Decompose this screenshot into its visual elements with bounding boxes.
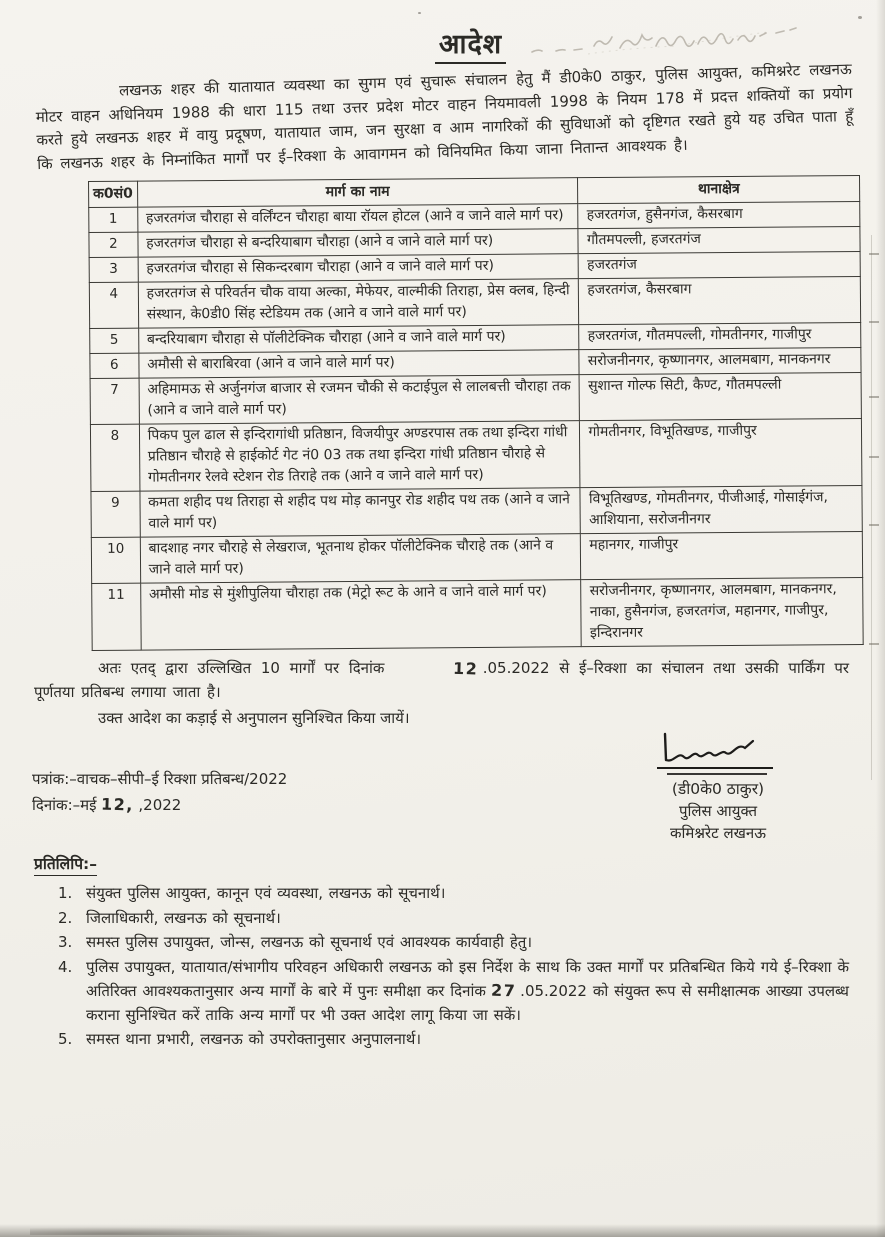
table-row bbox=[92, 578, 864, 651]
serial-cell: 6 bbox=[90, 354, 139, 379]
copy-text-before: पुलिस उपायुक्त, यातायात/संभागीय परिवहन अधिकारी लखनऊ को इस निर्देश के साथ कि उक्त मार्गों पर प्रतिबन्धित किये गये ई–रिक्शा के अतिरिक्त आवश्यकतानुसार अन्य मार्गों के बारे में पुनः समीक्षा कर दिनांक bbox=[86, 957, 849, 1001]
copy-item bbox=[58, 931, 855, 955]
order-paragraph bbox=[34, 656, 849, 704]
reference-signature-row bbox=[32, 730, 859, 844]
thana-cell: सुशान्त गोल्फ सिटी, कैण्ट, गौतमपल्ली bbox=[579, 373, 861, 421]
serial-cell: 10 bbox=[91, 538, 140, 584]
serial-cell: 9 bbox=[91, 492, 140, 538]
thana-cell: गौतमपल्ली, हजरतगंज bbox=[578, 227, 860, 254]
copy-item-number: 1. bbox=[58, 884, 73, 903]
serial-cell: 5 bbox=[90, 329, 139, 354]
date-line-suffix: ,2022 bbox=[138, 796, 182, 815]
serial-cell: 2 bbox=[89, 233, 138, 258]
serial-cell: 4 bbox=[89, 283, 138, 329]
page-title: आदेश bbox=[435, 24, 506, 64]
thana-cell: सरोजनीनगर, कृष्णानगर, आलमबाग, मानकनगर, नाका, हुसैनगंज, हजरतगंज, महानगर, गाजीपुर, इन्दिरानगर bbox=[581, 578, 863, 647]
scan-right-shadow bbox=[876, 0, 885, 1237]
pencil-scribble-mark bbox=[528, 22, 808, 64]
thana-cell: विभूतिखण्ड, गोमतीनगर, पीजीआई, गोसाईगंज, आशियाना, सरोजनीनगर bbox=[580, 486, 862, 534]
handwritten-date: 27 bbox=[490, 980, 517, 1001]
thana-cell: हजरतगंज, हुसैनगंज, कैसरबाग bbox=[578, 202, 860, 229]
copy-text-after: .05.2022 को संयुक्त रूप से समीक्षात्मक आख्या उपलब्ध कराना सुनिश्चित करें ताकि अन्य मार्गों पर भी उक्त आदेश लागू किया जा सकें। bbox=[86, 982, 849, 1024]
order-text-after: .05.2022 से ई–रिक्शा का संचालन तथा उसकी पार्किंग पर पूर्णतया प्रतिबन्ध लगाया जाता है। bbox=[34, 659, 849, 702]
table-row bbox=[90, 373, 861, 425]
thana-cell: महानगर, गाजीपुर bbox=[581, 532, 863, 580]
copy-item bbox=[58, 956, 855, 1028]
table-row bbox=[89, 277, 860, 329]
thana-cell: हजरतगंज bbox=[579, 252, 861, 279]
copy-text-before: संयुक्त पुलिस आयुक्त, कानून एवं व्यवस्था, लखनऊ को सूचनार्थ। bbox=[86, 884, 446, 903]
scan-fold-line bbox=[871, 235, 872, 780]
compliance-paragraph: उक्त आदेश का कड़ाई से अनुपालन सुनिश्चित किया जायें। bbox=[98, 709, 410, 728]
header-police-station-area: थानाक्षेत्र bbox=[578, 176, 860, 204]
copy-item-text bbox=[86, 956, 855, 1028]
signature-block bbox=[643, 730, 793, 844]
date-line-prefix: दिनांक:–मई bbox=[32, 796, 97, 815]
route-cell: बन्दरियाबाग चौराहा से पॉलीटेक्निक चौराहा (आने व जाने वाले मार्ग पर) bbox=[138, 325, 579, 353]
table-row bbox=[90, 419, 862, 492]
table-row bbox=[91, 486, 862, 538]
thana-cell: हजरतगंज, कैसरबाग bbox=[579, 277, 861, 325]
intro-paragraph: लखनऊ शहर की यातायात व्यवस्था का सुगम एवं सुचारू संचालन हेतु मैं डी0के0 ठाकुर, पुलिस आयुक्त, कमिश्नरेट लखनऊ मोटर वाहन अधिनियम 1988 की धारा 115 तथा उत्तर प्रदेश मोटर वाहन नियमावली 1998 के नियम 178 में प्रदत्त शक्तियों का प्रयोग करते हुये लखनऊ शहर में वायु प्रदूषण, यातायात जाम, जन सुरक्षा व आम नागरिकों की सुविधाओं को दृष्टिगत रखते हुये यह उचित पाता हूँ कि लखनऊ शहर के निम्नांकित मार्गों पर ई–रिक्शा के आवागमन को विनियमित किया जाना नितान्त आवश्यक है। bbox=[35, 59, 854, 173]
route-cell: हजरतगंज चौराहा से बन्दरियाबाग चौराहा (आने व जाने वाले मार्ग पर) bbox=[138, 229, 579, 257]
handwritten-date: 12 bbox=[453, 659, 480, 679]
route-cell: हजरतगंज चौराहा से सिकन्दरबाग चौराहा (आने व जाने वाले मार्ग पर) bbox=[138, 254, 579, 282]
copy-text-before: समस्त थाना प्रभारी, लखनऊ को उपरोक्तानुसार अनुपालनार्थ। bbox=[86, 1030, 422, 1049]
route-cell: अहिमामऊ से अर्जुनगंज बाजार से रजमन चौकी से कटाईपुल से लालबत्ती चौराहा तक (आने व जाने वाले मार्ग पर) bbox=[139, 375, 580, 424]
route-cell: बादशाह नगर चौराहे से लेखराज, भूतनाथ होकर पॉलीटेक्निक चौराहे तक (आने व जाने वाले मार्ग पर) bbox=[140, 534, 581, 583]
copies-section bbox=[32, 852, 859, 1052]
signatory-office: कमिश्नरेट लखनऊ bbox=[670, 824, 766, 843]
copy-item-text bbox=[86, 1028, 855, 1052]
scan-speck bbox=[418, 12, 421, 14]
serial-cell: 8 bbox=[90, 425, 139, 492]
handwritten-date: 12, bbox=[101, 794, 135, 815]
table-row bbox=[91, 532, 862, 584]
copies-heading: प्रतिलिपि:– bbox=[34, 852, 97, 876]
date-line bbox=[32, 792, 287, 818]
route-cell: हजरतगंज चौराहा से वर्लिंग्टन चौराहा बाया रॉयल होटल (आने व जाने वाले मार्ग पर) bbox=[137, 204, 578, 232]
copy-list bbox=[58, 882, 855, 1052]
copy-item-text bbox=[86, 907, 855, 931]
route-cell: पिकप पुल ढाल से इन्दिरागांधी प्रतिष्ठान, विजयीपुर अण्डरपास तक तथा इन्दिरा गांधी प्रतिष्ठान चौराहे से हाईकोर्ट गेट नं0 03 तक तथा इन्दिरा गांधी प्रतिष्ठान चौराहे से गोमतीनगर रेलवे स्टेशन रोड तिराहे तक (आने व जाने वाले मार्ग पर) bbox=[139, 421, 580, 491]
serial-cell: 11 bbox=[92, 584, 141, 651]
scan-speck bbox=[858, 16, 862, 19]
route-cell: कमता शहीद पथ तिराहा से शहीद पथ मोड़ कानपुर रोड शहीद पथ तक (आने व जाने वाले मार्ग पर) bbox=[140, 488, 581, 537]
scan-bottom-smudge bbox=[30, 1227, 290, 1235]
copy-item-text bbox=[86, 931, 855, 955]
copy-text-before: जिलाधिकारी, लखनऊ को सूचनार्थ। bbox=[86, 908, 281, 927]
copy-item-number: 2. bbox=[58, 908, 73, 927]
copy-item bbox=[58, 907, 855, 931]
serial-cell: 7 bbox=[90, 379, 139, 425]
thana-cell: सरोजनीनगर, कृष्णानगर, आलमबाग, मानकनगर bbox=[579, 348, 861, 375]
routes-table bbox=[88, 175, 864, 651]
copy-item-number: 5. bbox=[58, 1030, 73, 1049]
route-cell: हजरतगंज से परिवर्तन चौक वाया अल्का, मेफेयर, वाल्मीकी तिराहा, प्रेस क्लब, हिन्दी संस्थान, के0डी0 सिंह स्टेडियम तक (आने व जाने वाले मार्ग पर) bbox=[138, 279, 579, 328]
signature-scribble bbox=[643, 730, 793, 782]
copy-item bbox=[58, 882, 855, 906]
header-route-name: मार्ग का नाम bbox=[137, 178, 578, 207]
letter-number-line: पत्रांक:–वाचक–सीपी–ई रिक्शा प्रतिबन्ध/2022 bbox=[32, 770, 288, 789]
reference-block bbox=[32, 766, 287, 844]
copy-item-text bbox=[86, 882, 855, 906]
signatory-name: (डी0के0 ठाकुर) bbox=[671, 780, 765, 799]
copy-item-number: 4. bbox=[58, 957, 73, 976]
copy-item-number: 3. bbox=[58, 933, 73, 952]
serial-cell: 3 bbox=[89, 258, 138, 283]
order-text-before: अतः एतद् द्वारा उल्लिखित 10 मार्गों पर दिनांक bbox=[98, 659, 385, 678]
route-cell: अमौसी मोड से मुंशीपुलिया चौराहा तक (मेट्रो रूट के आने व जाने वाले मार्ग पर) bbox=[140, 580, 581, 650]
route-cell: अमौसी से बाराबिरवा (आने व जाने वाले मार्ग पर) bbox=[139, 350, 580, 378]
copy-text-before: समस्त पुलिस उपायुक्त, जोन्स, लखनऊ को सूचनार्थ एवं आवश्यक कार्यवाही हेतु। bbox=[86, 933, 533, 952]
thana-cell: गोमतीनगर, विभूतिखण्ड, गाजीपुर bbox=[580, 419, 862, 488]
serial-cell: 1 bbox=[89, 208, 138, 233]
header-serial-number: क0सं0 bbox=[89, 182, 138, 208]
signatory-designation: पुलिस आयुक्त bbox=[678, 802, 758, 821]
copy-item bbox=[58, 1028, 855, 1052]
thana-cell: हजरतगंज, गौतमपल्ली, गोमतीनगर, गाजीपुर bbox=[579, 323, 861, 350]
